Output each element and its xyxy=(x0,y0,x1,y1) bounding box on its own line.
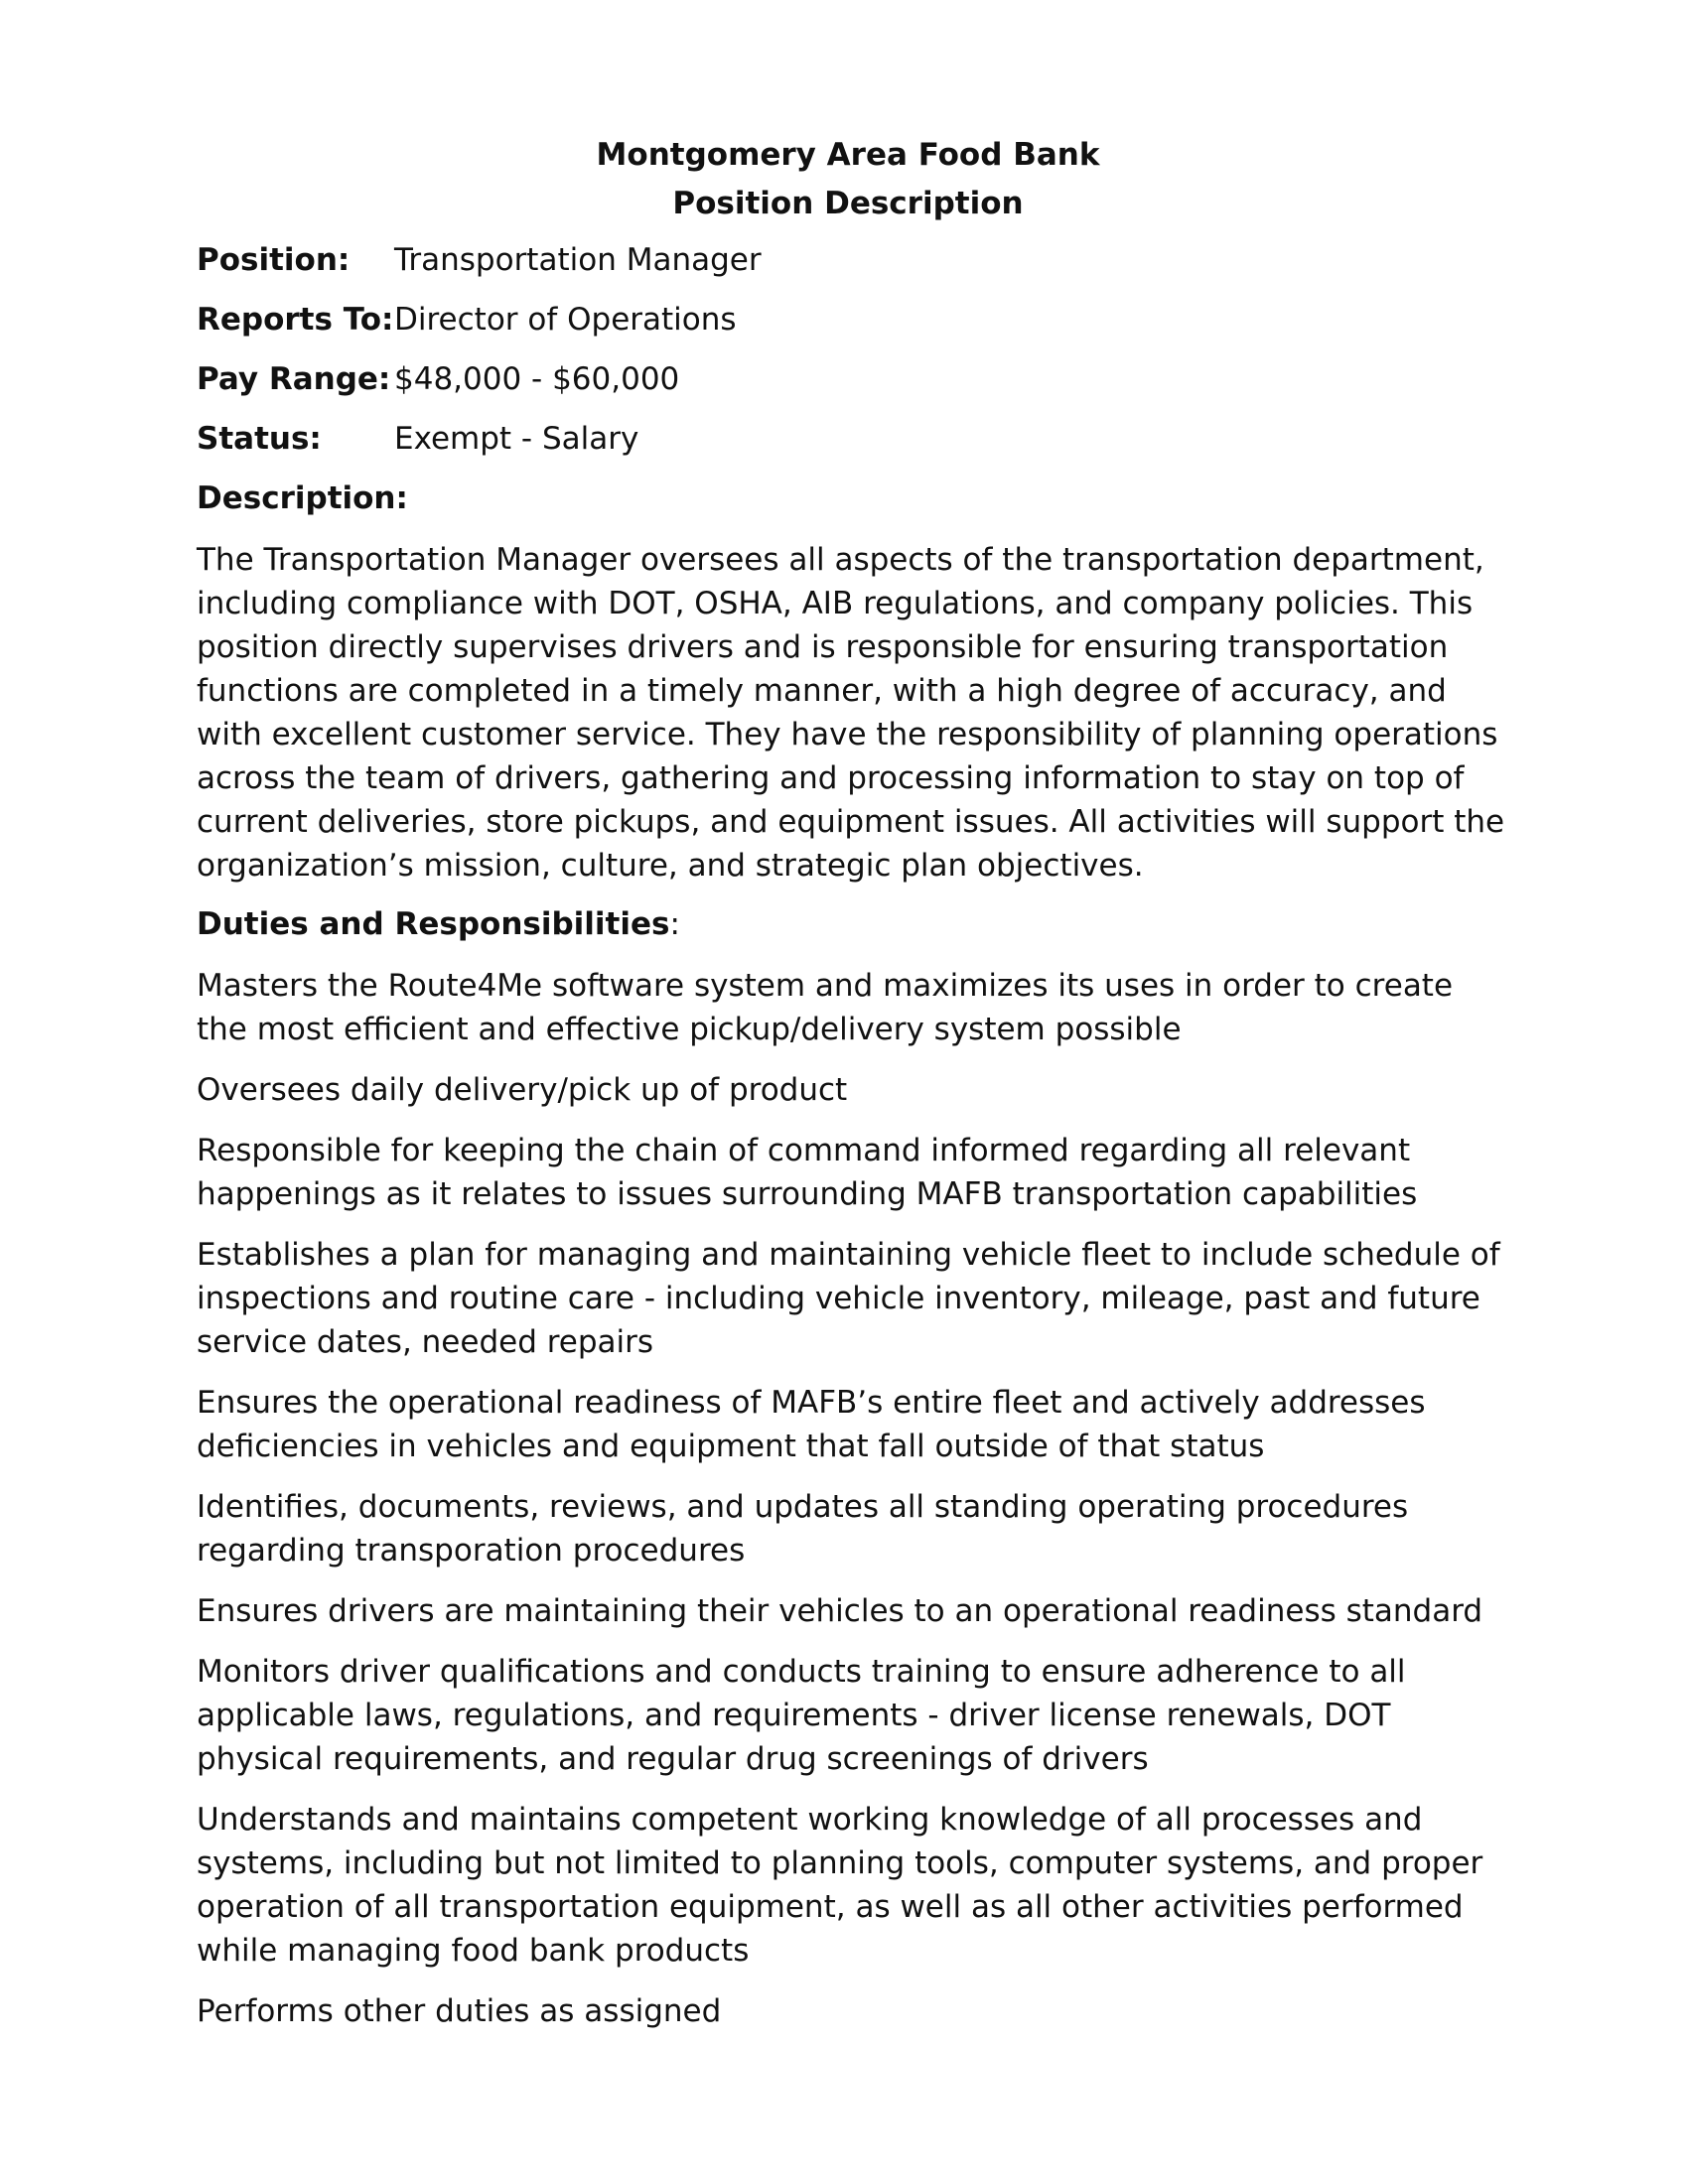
duty-item: Understands and maintains competent working knowledge of all processes and systems, including but not limited to planning tools, computer systems, and proper operation of all transportation equipment, as well as all other activities performed while managing food bank products xyxy=(197,1802,1483,1969)
document-title: Position Description xyxy=(672,186,1024,221)
duty-item: Oversees daily delivery/pick up of product xyxy=(197,1072,848,1108)
field-label: Reports To: xyxy=(197,302,394,338)
field-row-position xyxy=(197,240,1507,280)
organization-name: Montgomery Area Food Bank xyxy=(596,137,1100,173)
field-value: $48,000 - $60,000 xyxy=(394,361,680,397)
duty-item: Establishes a plan for managing and maintaining vehicle fleet to include schedule of inspections and routine care - including vehicle inventory, mileage, past and future service dates, needed repairs xyxy=(197,1237,1500,1360)
duty-item: Masters the Route4Me software system and maximizes its uses in order to create the most efficient and effective pickup/delivery system possible xyxy=(197,968,1454,1047)
description-text: The Transportation Manager oversees all aspects of the transportation department, including compliance with DOT, OSHA, AIB regulations, and company policies. This position directly supervises drivers and is responsible for ensuring transportation functions are completed in a timely manner, with a high degree of accuracy, and with excellent customer service. They have the responsibility of planning operations across the team of drivers, gathering and processing information to stay on top of current deliveries, store pickups, and equipment issues. All activities will support the organization’s mission, culture, and strategic plan objectives. xyxy=(197,542,1505,884)
field-label: Position: xyxy=(197,242,351,278)
field-value: Director of Operations xyxy=(394,302,737,338)
duty-item: Responsible for keeping the chain of command informed regarding all relevant happenings as it relates to issues surrounding MAFB transportation capabilities xyxy=(197,1133,1418,1212)
duty-item: Ensures the operational readiness of MAFB’s entire fleet and actively addresses deficiencies in vehicles and equipment that fall outside of that status xyxy=(197,1385,1426,1464)
duties-heading-colon: : xyxy=(669,906,680,942)
duty-item: Ensures drivers are maintaining their vehicles to an operational readiness standard xyxy=(197,1593,1483,1629)
field-row-status xyxy=(197,419,1507,459)
field-label: Pay Range: xyxy=(197,361,391,397)
document-header xyxy=(197,131,1507,228)
description-heading: Description: xyxy=(197,480,408,516)
field-row-pay-range xyxy=(197,359,1507,399)
field-value: Transportation Manager xyxy=(394,242,762,278)
document-page xyxy=(197,131,1507,2050)
field-value: Exempt - Salary xyxy=(394,421,639,457)
field-label: Status: xyxy=(197,421,322,457)
duties-heading xyxy=(197,904,1507,944)
duties-heading-label: Duties and Responsibilities xyxy=(197,906,670,942)
duty-item: Performs other duties as assigned xyxy=(197,1993,722,2029)
duty-item: Monitors driver qualifications and conducts training to ensure adherence to all applicable laws, regulations, and requirements - driver license renewals, DOT physical requirements, and regular drug screenings of drivers xyxy=(197,1654,1406,1777)
duties-list xyxy=(197,964,1507,2033)
duty-item: Identifies, documents, reviews, and updates all standing operating procedures regarding transporation procedures xyxy=(197,1489,1409,1569)
field-row-reports-to xyxy=(197,300,1507,340)
